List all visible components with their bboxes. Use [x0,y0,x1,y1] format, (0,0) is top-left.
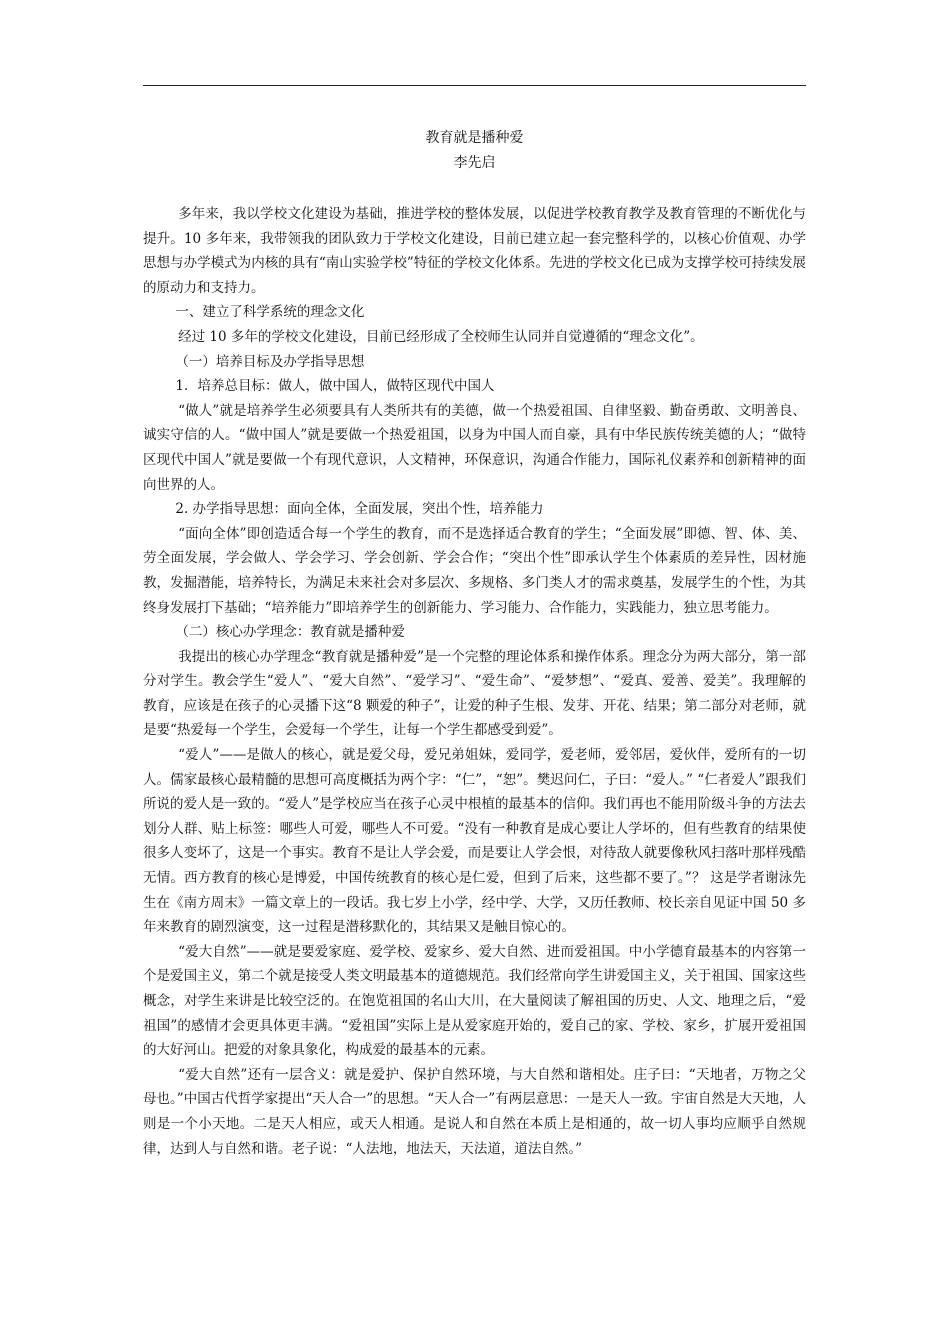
subsection-heading-2: （二）核心办学理念：教育就是播种爱 [175,624,405,641]
document-author: 李先启 [453,155,496,171]
paragraph: “做人”就是培养学生必须要具有人类所共有的美德，做一个热爱祖国、自律坚毅、勤奋勇敢、文明善良、诚实守信的人。“做中国人”就是要做一个热爱祖国，以身为中国人而自豪，具有中华民族传统美德的人；“做特区现代中国人”就是要做一个有现代意识，人文精神，环保意识，沟通合作能力，国际礼仪素养和创新精神的面向世界的人。 [143,402,806,493]
paragraph: “爱人”——是做人的核心，就是爱父母，爱兄弟姐妹，爱同学，爱老师，爱邻居，爱伙伴，爱所有的一切人。儒家最核心最精髓的思想可高度概括为两个字：“仁”，“恕”。樊迟问仁，子曰：“爱人。” “仁者爱人”跟我们所说的爱人是一致的。“爱人”是学校应当在孩子心灵中根植的最基本的信仰。我们再也不能用阶级斗争的方法去划分人群、贴上标签：哪些人可爱，哪些人不可爱。“没有一种教育是成心要让人学坏的，但有些教育的结果使很多人变坏了，这是一个事实。教育不是让人学会爱，而是要让人学会恨，对待敌人就要像秋风扫落叶那样残酷无情。西方教育的核心是博爱，中国传统教育的核心是仁爱，但到了后来，这些都不要了。”？ 这是学者谢泳先生在《南方周末》一篇文章上的一段话。我七岁上小学，经中学、大学，又历任教师、校长亲自见证中国 50 多年来教育的剧烈演变，这一过程是潜移默化的，其结果又是触目惊心的。 [143,747,806,936]
subsection-heading-1: （一）培养目标及办学指导思想 [175,353,365,370]
header-rule [143,85,806,86]
paragraph: “爱大自然”——就是要爱家庭、爱学校、爱家乡、爱大自然、进而爱祖国。中小学德育最基本的内容第一个是爱国主义，第二个就是接受人类文明最基本的道德规范。我们经常向学生讲爱国主义，关于祖国、国家这些概念，对学生来讲是比较空泛的。在饱览祖国的名山大川，在大量阅读了解祖国的历史、人文、地理之后，“爱祖国”的感情才会更具体更丰满。“爱祖国”实际上是从爱家庭开始的，爱自己的家、学校、家乡，扩展开爱祖国的大好河山。把爱的对象具象化，构成爱的最基本的元素。 [143,943,806,1059]
paragraph: “面向全体”即创造适合每一个学生的教育，而不是选择适合教育的学生；“全面发展”即德、智、体、美、劳全面发展，学会做人、学会学习、学会创新、学会合作；“突出个性”即承认学生个体素质的差异性，因材施教，发掘潜能，培养特长，为满足未来社会对多层次、多规格、多门类人才的需求奠基，发展学生的个性，为其终身发展打下基础；“培养能力”即培养学生的创新能力、学习能力、合作能力，实践能力，独立思考能力。 [143,525,806,616]
paragraph: “爱大自然”还有一层含义：就是爱护、保护自然环境，与大自然和谐相处。庄子曰：“天地者，万物之父母也。”中国古代哲学家提出“天人合一”的思想。“天人合一”有两层意思：一是天人一致。宇宙自然是大天地，人则是一个小天地。二是天人相应，或天人相通。是说人和自然在本质上是相通的，故一切人事均应顺乎自然规律，达到人与自然和谐。老子说：“人法地，地法天，天法道，道法自然。” [143,1066,806,1157]
paragraph: 我提出的核心办学理念“教育就是播种爱”是一个完整的理论体系和操作体系。理念分为两大部分，第一部分对学生。教会学生“爱人”、“爱大自然”、“爱学习”、“爱生命”、“爱梦想”、“爱真、爱善、爱美”。我理解的教育，应该是在孩子的心灵播下这“8 颗爱的种子”，让爱的种子生根、发芽、开花、结果；第二部分对老师，就是要“热爱每一个学生，会爱每一个学生，让每一个学生都感受到爱”。 [143,648,806,739]
list-item-guiding-thought: 2. 办学指导思想：面向全体，全面发展，突出个性，培养能力 [175,501,544,518]
document-body [143,202,806,1161]
paragraph: 经过 10 多年的学校文化建设，目前已经形成了全校师生认同并自觉遵循的“理念文化”。 [178,328,704,345]
paragraph-intro: 多年来，我以学校文化建设为基础，推进学校的整体发展，以促进学校教育教学及教育管理的不断优化与提升。10 多年来，我带领我的团队致力于学校文化建设，目前已建立起一套完整科学的，以核心价值观、办学思想与办学模式为内核的具有“南山实验学校”特征的学校文化体系。先进的学校文化已成为支撑学校可持续发展的原动力和支持力。 [143,206,806,296]
list-item-goal: 1．培养总目标：做人，做中国人，做特区现代中国人 [175,378,495,395]
section-heading-1: 一、建立了科学系统的理念文化 [175,304,365,321]
document-title: 教育就是播种爱 [425,130,524,146]
